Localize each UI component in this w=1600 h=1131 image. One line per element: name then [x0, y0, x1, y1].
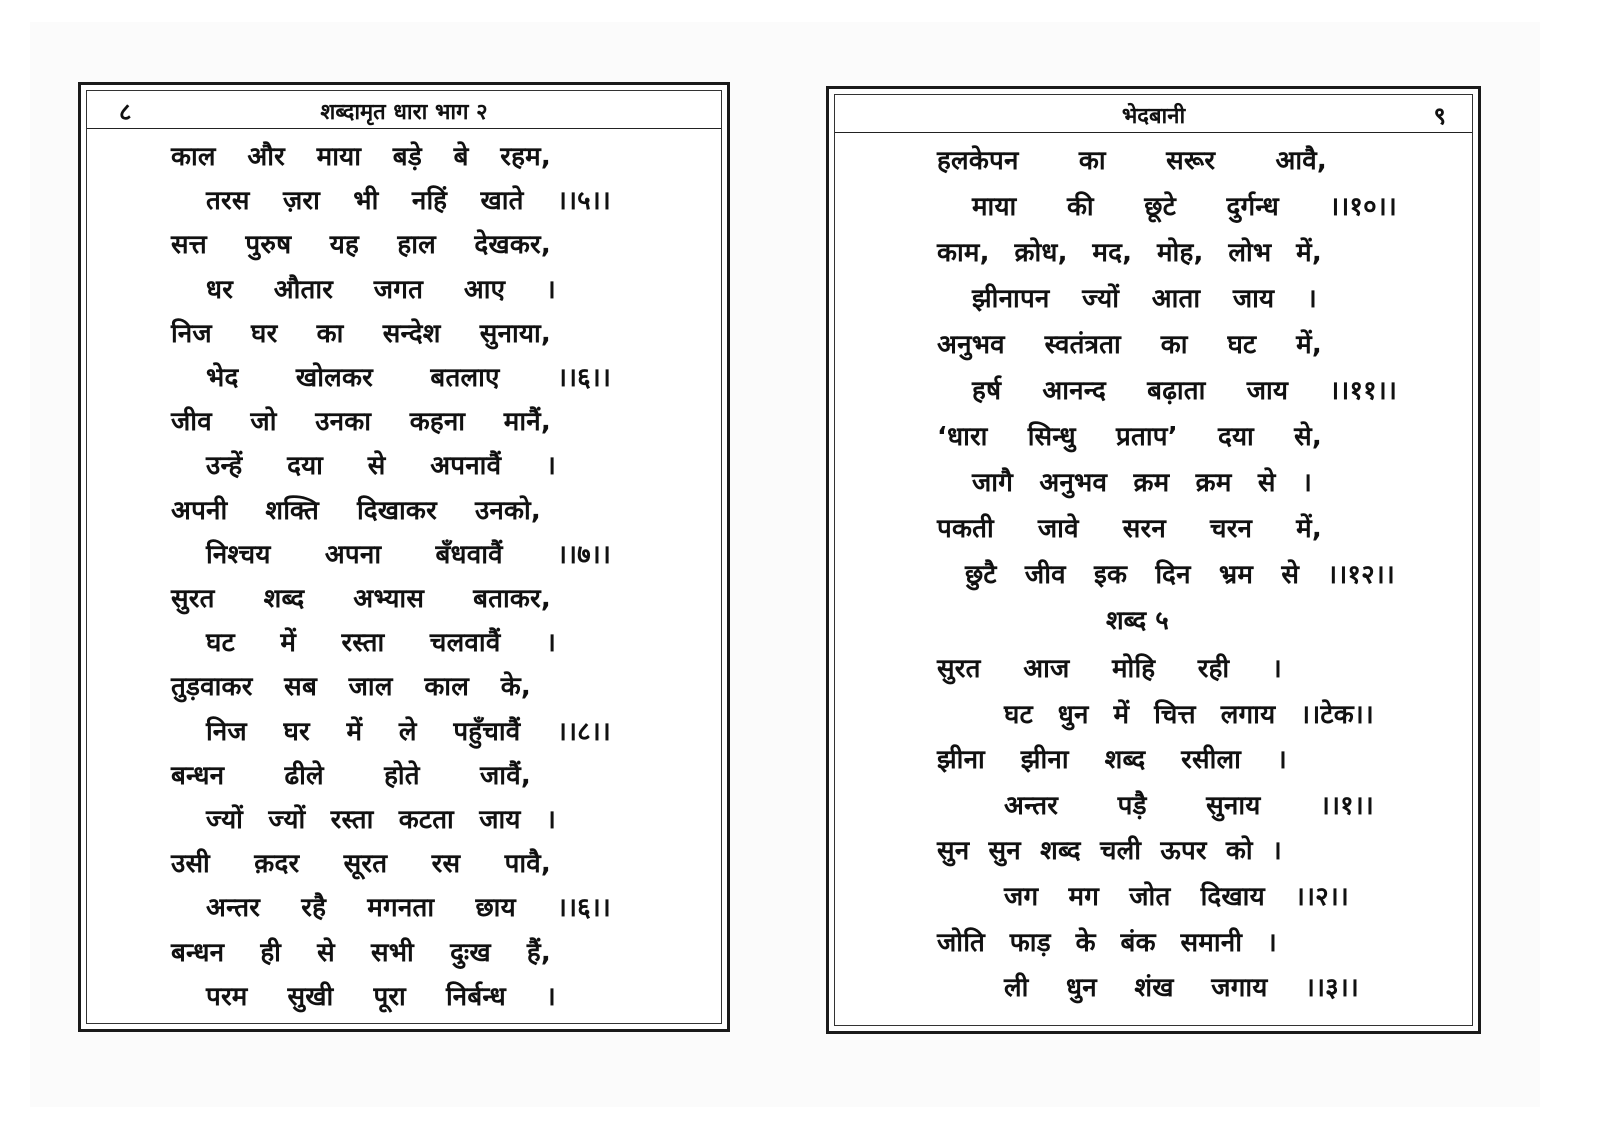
verse-word: सन्देश [382, 318, 441, 349]
verse-word: शक्ति [265, 495, 319, 526]
verse-word: जाल [348, 672, 393, 703]
right-verses [829, 141, 1478, 1021]
verse-word: रहै [301, 893, 327, 924]
verse-word: और [247, 142, 286, 172]
verse-word: घट [1227, 330, 1257, 360]
verse-word: इक [1094, 560, 1128, 590]
verse-word: को [1225, 836, 1253, 867]
verse-word: का [316, 318, 344, 349]
verse-word: चित्त [1154, 699, 1196, 730]
verse-word: पुरुष [245, 230, 292, 261]
verse-word: की [1066, 192, 1094, 222]
verse-word: सुरत [937, 654, 981, 684]
verse-word: उन्हें [206, 451, 243, 482]
verse-word: से, [1294, 422, 1322, 452]
verse-line [171, 137, 551, 173]
verse-word: ऊपर [1160, 836, 1207, 867]
verse-line [937, 831, 1282, 867]
verse-word: दिन [1155, 560, 1191, 590]
verse-word: दिखाकर [356, 495, 437, 526]
section-heading: शब्द ५ [1106, 606, 1169, 636]
verse-line [171, 933, 551, 969]
verse-word: जग [1004, 882, 1039, 912]
verse-word: से [1281, 560, 1300, 590]
verse-word: आज [1023, 654, 1070, 684]
verse-word: ।।३।। [1305, 973, 1359, 1004]
verse-word: पहुँचावैं [453, 716, 521, 747]
verse-word: दया [287, 451, 324, 482]
verse-line [206, 623, 556, 659]
verse-word: ।।१२।। [1327, 560, 1395, 590]
verse-word: निज [206, 716, 247, 747]
verse-word: झीना [1020, 745, 1069, 776]
verse-word: पड़ै [1117, 790, 1147, 821]
verse-line [206, 800, 556, 836]
verse-word: । [1276, 745, 1287, 776]
verse-word: चलवावैं [429, 628, 501, 659]
verse-word: बन्धन [171, 760, 225, 791]
verse-line [1004, 968, 1359, 1004]
verse-word: में, [1296, 238, 1322, 268]
verse-word: । [545, 981, 556, 1012]
verse-word: ‘धारा [937, 422, 988, 452]
verse-word: ली [1004, 973, 1029, 1004]
verse-word: समानी [1180, 927, 1243, 958]
verse-word: मोह, [1157, 238, 1204, 268]
verse-word: तरस [206, 186, 250, 217]
verse-word: सिन्धु [1027, 422, 1076, 452]
verse-line [972, 371, 1397, 407]
right-page-number: ९ [1433, 102, 1446, 130]
verse-line [206, 888, 611, 924]
verse-word: रस [431, 849, 461, 880]
verse-word: जावैं, [480, 760, 531, 791]
verse-word: जीव [171, 407, 212, 438]
verse-word: पूरा [373, 981, 406, 1012]
verse-line [206, 270, 556, 306]
verse-line [171, 756, 531, 792]
verse-word: सुन [937, 836, 970, 867]
verse-word: में [280, 628, 297, 659]
verse-line [171, 667, 531, 703]
verse-word: छुटै [965, 560, 997, 590]
verse-word: शब्द [1104, 745, 1146, 776]
verse-word: दया [1217, 422, 1254, 452]
verse-word: दुर्गन्ध [1226, 192, 1279, 222]
verse-word: के, [500, 672, 531, 703]
verse-word: छाय [475, 893, 516, 924]
verse-word: अन्तर [1004, 790, 1059, 821]
verse-word: झीना [937, 745, 985, 776]
verse-line [206, 446, 556, 482]
verse-word: से [367, 451, 386, 482]
verse-line [937, 740, 1287, 776]
verse-word: रस्ता [330, 805, 374, 835]
verse-word: लगाय [1220, 699, 1276, 730]
verse-word: धर [206, 274, 234, 305]
verse-word: मगनता [367, 893, 435, 924]
verse-word: जगाय [1211, 973, 1268, 1004]
verse-word: ।।६।। [557, 363, 611, 393]
verse-word: भ्रम [1218, 560, 1254, 590]
verse-word: सभी [371, 937, 414, 968]
verse-line [937, 923, 1277, 959]
verse-word: दुःख [450, 937, 491, 968]
verse-word: मानैं, [503, 407, 551, 438]
verse-word: माया [316, 142, 362, 172]
verse-word: ।।१०।। [1329, 192, 1397, 222]
verse-word: कहना [409, 407, 466, 438]
verse-word: जाय [1246, 376, 1289, 406]
verse-word: में, [1296, 330, 1322, 360]
verse-word: सब [284, 672, 317, 703]
verse-word: शब्द [1040, 836, 1081, 867]
verse-word: बँधवावैं [435, 539, 503, 570]
verse-word: जाय [479, 805, 521, 835]
verse-word: से [1257, 468, 1276, 498]
verse-word: में [1113, 699, 1130, 730]
verse-line [965, 555, 1395, 591]
verse-word: ज़रा [282, 186, 320, 217]
verse-word: तुड़वाकर [171, 672, 253, 703]
verse-line [1004, 695, 1374, 731]
verse-word: काल [424, 672, 470, 703]
verse-line [937, 325, 1322, 361]
verse-line [206, 358, 611, 394]
verse-word: परम [206, 981, 248, 1012]
verse-word: । [1271, 836, 1282, 867]
verse-word: घट [206, 628, 235, 659]
verse-word: ।।टेक।। [1300, 699, 1374, 730]
verse-word: उनको, [474, 495, 541, 526]
verse-word: ही [260, 937, 282, 968]
verse-word: खाते [480, 186, 524, 217]
verse-word: काल [171, 142, 216, 172]
verse-word: बन्धन [171, 937, 225, 968]
verse-word: क़दर [254, 849, 300, 880]
verse-word: मोहि [1112, 654, 1156, 684]
verse-word: दिखाय [1200, 882, 1265, 912]
verse-word: जोत [1129, 882, 1171, 912]
verse-word: । [1306, 284, 1317, 314]
verse-word: ।।५।। [557, 186, 611, 217]
verse-word: भी [353, 186, 379, 217]
verse-word: उनका [315, 407, 372, 438]
verse-word: स्वतंत्रता [1044, 330, 1121, 360]
verse-word: अनुभव [937, 330, 1005, 360]
verse-word: हर्ष [972, 376, 1002, 406]
verse-word: सुरत [171, 584, 215, 614]
verse-word: में [346, 716, 363, 747]
verse-word: ।।११।। [1329, 376, 1397, 406]
verse-word: क्रम [1133, 468, 1170, 498]
verse-word: आनन्द [1042, 376, 1107, 406]
verse-line [171, 579, 551, 615]
verse-word: का [1160, 330, 1188, 360]
verse-word: औतार [273, 274, 334, 305]
verse-word: ।।६।। [557, 893, 611, 924]
verse-word: छूटे [1144, 192, 1177, 222]
verse-word: अपनावैं [430, 451, 502, 482]
verse-word: । [1271, 654, 1282, 684]
verse-word: । [545, 274, 556, 305]
verse-word: धुन [1066, 973, 1097, 1004]
verse-word: अपनी [171, 495, 228, 526]
verse-word: निज [171, 318, 212, 349]
verse-word: से [317, 937, 335, 968]
verse-word: ज्यों [1082, 284, 1120, 314]
verse-word: खोलकर [295, 363, 373, 393]
verse-line [171, 402, 551, 438]
verse-word: रहम, [500, 142, 551, 172]
verse-line [171, 314, 551, 350]
verse-word: क्रम [1195, 468, 1232, 498]
verse-word: क्रोध, [1014, 238, 1068, 268]
verse-word: सुन [988, 836, 1021, 867]
verse-line [206, 535, 611, 571]
verse-word: नहिं [411, 186, 448, 217]
verse-word: अभ्यास [353, 584, 425, 614]
verse-word: सुनाय [1206, 790, 1261, 821]
verse-word: शब्द [263, 584, 305, 614]
verse-word: घर [251, 318, 278, 349]
verse-word: घर [283, 716, 310, 747]
verse-line [171, 491, 541, 527]
verse-word: । [545, 628, 556, 659]
verse-word: देखकर, [474, 230, 551, 261]
verse-word: ।।२।। [1295, 882, 1349, 912]
verse-word: जागै [972, 468, 1014, 498]
verse-word: बे [453, 142, 469, 172]
verse-word: घट [1004, 699, 1033, 730]
verse-word: उसी [171, 849, 210, 880]
verse-word: बड़े [392, 142, 422, 172]
verse-word: निश्चय [206, 539, 271, 570]
verse-word: बंक [1120, 927, 1156, 958]
verse-word: बढ़ाता [1147, 376, 1206, 406]
verse-word: अनुभव [1039, 468, 1108, 498]
verse-word: । [1266, 927, 1277, 958]
verse-word: होते [384, 760, 420, 791]
verse-word: अपना [324, 539, 382, 570]
verse-word: । [545, 805, 556, 835]
verse-word: ।।८।। [557, 716, 611, 747]
verse-word: निर्बन्ध [445, 981, 506, 1012]
verse-line [937, 233, 1322, 269]
verse-word: जीव [1024, 560, 1066, 590]
verse-word: रही [1197, 654, 1230, 684]
left-page [78, 82, 730, 1032]
verse-line [171, 844, 551, 880]
verse-word: ले [398, 716, 417, 747]
verse-word: ढीले [284, 760, 324, 791]
verse-line [937, 509, 1322, 545]
verse-word: मग [1068, 882, 1100, 912]
verse-word: फाड़ [1009, 927, 1051, 958]
right-running-title: भेदबानी [1121, 104, 1186, 129]
left-page-header [87, 91, 721, 129]
verse-line [206, 712, 611, 748]
verse-word: ज्यों [206, 805, 244, 835]
verse-word: ।।७।। [557, 539, 611, 570]
left-page-number: ८ [119, 98, 132, 126]
verse-word: जाय [1232, 284, 1275, 314]
verse-word: में, [1296, 514, 1322, 544]
verse-word: ज्यों [268, 805, 306, 835]
verse-word: सरूर [1166, 146, 1216, 176]
verse-word: रस्ता [341, 628, 385, 659]
right-page [826, 86, 1481, 1034]
verse-word: का [1078, 146, 1106, 176]
verse-word: सुनाया, [479, 318, 551, 349]
verse-word: पकती [937, 514, 994, 544]
verse-word: रसीला [1181, 745, 1242, 776]
verse-word: काम, [937, 238, 990, 268]
verse-word: चली [1099, 836, 1142, 867]
left-running-title: शब्दामृत धारा भाग २ [320, 100, 488, 125]
verse-word: लोभ [1228, 238, 1272, 268]
left-verses [81, 137, 727, 1019]
verse-word: पावै, [504, 849, 551, 880]
verse-word: माया [972, 192, 1017, 222]
verse-word: जगत [373, 274, 424, 305]
verse-word: जोति [937, 927, 985, 958]
verse-word: भेद [206, 363, 239, 393]
verse-word: कटता [398, 805, 454, 835]
verse-word: सत्त [171, 230, 207, 261]
verse-line [937, 141, 1327, 177]
verse-line [171, 225, 551, 261]
verse-line [937, 417, 1322, 453]
verse-word: आए [463, 274, 506, 305]
verse-word: सरन [1122, 514, 1166, 544]
verse-line [972, 463, 1312, 499]
verse-word: झीनापन [972, 284, 1050, 314]
verse-word: हैं, [526, 937, 551, 968]
verse-word: । [545, 451, 556, 482]
verse-word: प्रताप’ [1116, 422, 1178, 452]
verse-word: । [1301, 468, 1312, 498]
verse-word: चरन [1209, 514, 1253, 544]
verse-word: बतलाए [430, 363, 500, 393]
verse-word: आता [1151, 284, 1201, 314]
verse-word: सूरत [343, 849, 388, 880]
verse-line [1004, 786, 1374, 822]
verse-word: धुन [1057, 699, 1089, 730]
verse-word: ।।१।। [1320, 790, 1374, 821]
verse-line [206, 977, 556, 1013]
verse-line [206, 181, 611, 217]
verse-line [1004, 877, 1349, 913]
verse-word: आवै, [1275, 146, 1327, 176]
verse-word: मद, [1092, 238, 1133, 268]
verse-word: जो [250, 407, 277, 438]
verse-word: जावे [1037, 514, 1079, 544]
verse-word: सुखी [287, 981, 334, 1012]
verse-line [972, 279, 1317, 315]
verse-word: हलकेपन [937, 146, 1019, 176]
verse-line [972, 187, 1397, 223]
verse-word: बताकर, [473, 584, 551, 614]
verse-word: शंख [1134, 973, 1174, 1004]
verse-line [937, 649, 1282, 685]
verse-word: अन्तर [206, 893, 261, 924]
verse-word: हाल [397, 230, 436, 261]
right-page-header [835, 95, 1472, 133]
verse-word: के [1075, 927, 1096, 958]
verse-word: यह [329, 230, 360, 261]
